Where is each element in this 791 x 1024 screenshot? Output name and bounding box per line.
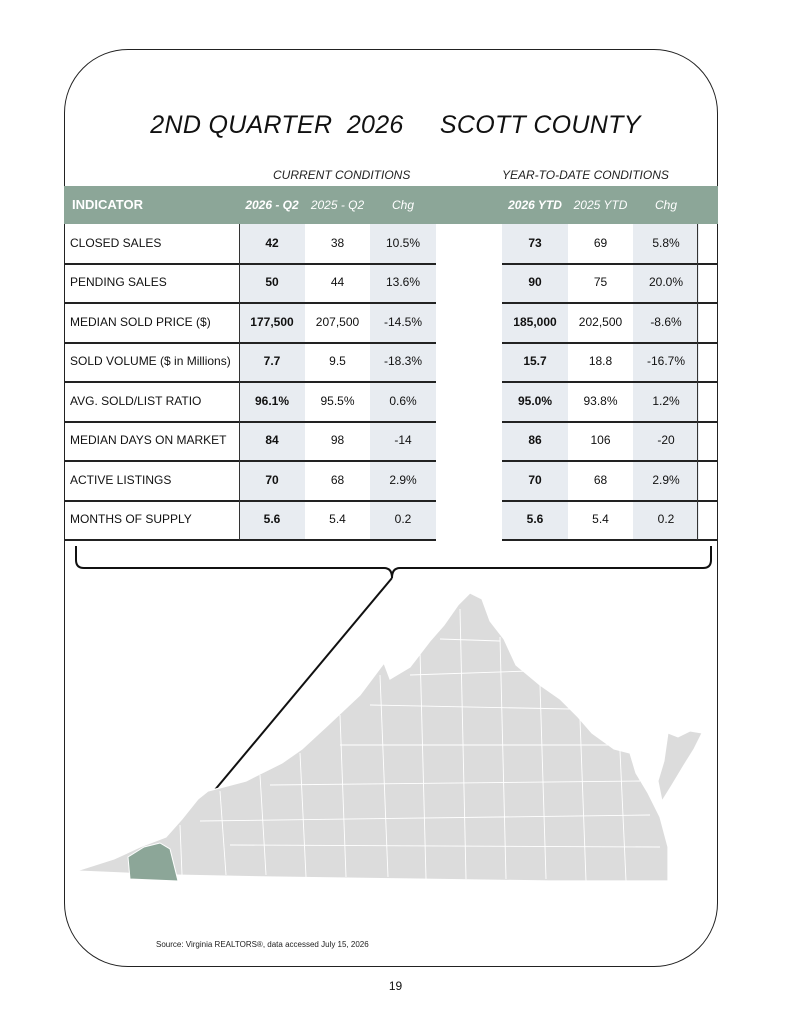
header-indicator: INDICATOR [72, 197, 144, 212]
cell-2026-q2: 96.1% [254, 394, 290, 408]
cell-2026-q2: 84 [265, 433, 279, 447]
cell-2025-ytd: 202,500 [578, 315, 623, 329]
virginia-outline [76, 593, 668, 881]
cell-2026-q2: 50 [265, 275, 279, 289]
cell-2025-q2: 44 [330, 275, 345, 289]
cell-2026-ytd: 90 [528, 275, 542, 289]
cell-2026-ytd: 185,000 [513, 315, 557, 329]
cell-2025-ytd: 93.8% [583, 394, 618, 408]
cell-2026-q2: 42 [265, 236, 279, 250]
row-label: MEDIAN DAYS ON MARKET [70, 433, 227, 447]
current-conditions-heading: CURRENT CONDITIONS [273, 168, 411, 182]
cell-2025-q2: 9.5 [329, 354, 346, 368]
header-2026-q2: 2026 - Q2 [245, 198, 299, 212]
cell-ytd-chg: 20.0% [648, 275, 684, 289]
cell-chg: 10.5% [385, 236, 421, 250]
header-2026-ytd: 2026 YTD [508, 198, 562, 212]
cell-2026-ytd: 15.7 [523, 354, 547, 368]
cell-2026-q2: 7.7 [263, 354, 281, 368]
cell-chg: 0.6% [389, 394, 417, 408]
row-label: MEDIAN SOLD PRICE ($) [70, 315, 211, 329]
cell-chg: 2.9% [389, 473, 417, 487]
cell-2025-q2: 95.5% [320, 394, 355, 408]
source-note: Source: Virginia REALTORS®, data accessed July 15, 2026 [156, 940, 369, 949]
cell-2026-ytd: 70 [528, 473, 542, 487]
table-bracket [76, 546, 711, 578]
row-label: ACTIVE LISTINGS [70, 473, 172, 487]
row-label: PENDING SALES [70, 275, 167, 289]
cell-2025-ytd: 5.4 [592, 512, 609, 526]
cell-chg: -14 [394, 433, 412, 447]
header-2025-q2: 2025 - Q2 [310, 198, 365, 212]
cell-2026-q2: 70 [265, 473, 279, 487]
cell-2025-ytd: 18.8 [588, 354, 613, 368]
cell-chg: -14.5% [383, 315, 423, 329]
cell-chg: -18.3% [383, 354, 423, 368]
cell-ytd-chg: 0.2 [657, 512, 675, 526]
eastern-shore [658, 731, 702, 801]
cell-2025-q2: 38 [330, 236, 345, 250]
row-label: CLOSED SALES [70, 236, 162, 250]
cell-ytd-chg: 1.2% [652, 394, 680, 408]
cell-ytd-chg: -20 [657, 433, 675, 447]
row-label: MONTHS OF SUPPLY [70, 512, 192, 526]
row-label: AVG. SOLD/LIST RATIO [70, 394, 202, 408]
header-chg: Chg [391, 198, 414, 212]
cell-2025-q2: 207,500 [315, 315, 360, 329]
header-ytd-chg: Chg [654, 198, 677, 212]
cell-2025-ytd: 68 [593, 473, 608, 487]
cell-2026-q2: 5.6 [263, 512, 281, 526]
cell-ytd-chg: 2.9% [652, 473, 680, 487]
cell-ytd-chg: -8.6% [650, 315, 682, 329]
row-label: SOLD VOLUME ($ in Millions) [70, 354, 231, 368]
cell-ytd-chg: 5.8% [652, 236, 680, 250]
cell-2025-q2: 5.4 [329, 512, 346, 526]
page-number: 19 [388, 979, 403, 993]
cell-2025-q2: 68 [330, 473, 345, 487]
cell-2025-ytd: 75 [593, 275, 608, 289]
cell-2026-ytd: 5.6 [526, 512, 544, 526]
cell-2026-ytd: 95.0% [517, 394, 553, 408]
cell-2026-q2: 177,500 [250, 315, 294, 329]
header-2025-ytd: 2025 YTD [573, 198, 628, 212]
cell-2025-ytd: 106 [590, 433, 611, 447]
cell-2026-ytd: 73 [528, 236, 542, 250]
page-title: 2ND QUARTER 2026 SCOTT COUNTY [150, 111, 641, 139]
cell-ytd-chg: -16.7% [646, 354, 686, 368]
cell-chg: 0.2 [394, 512, 412, 526]
cell-2025-q2: 98 [330, 433, 345, 447]
virginia-map [70, 585, 720, 885]
ytd-conditions-heading: YEAR-TO-DATE CONDITIONS [502, 168, 669, 182]
cell-2025-ytd: 69 [593, 236, 608, 250]
cell-chg: 13.6% [385, 275, 421, 289]
cell-2026-ytd: 86 [528, 433, 542, 447]
